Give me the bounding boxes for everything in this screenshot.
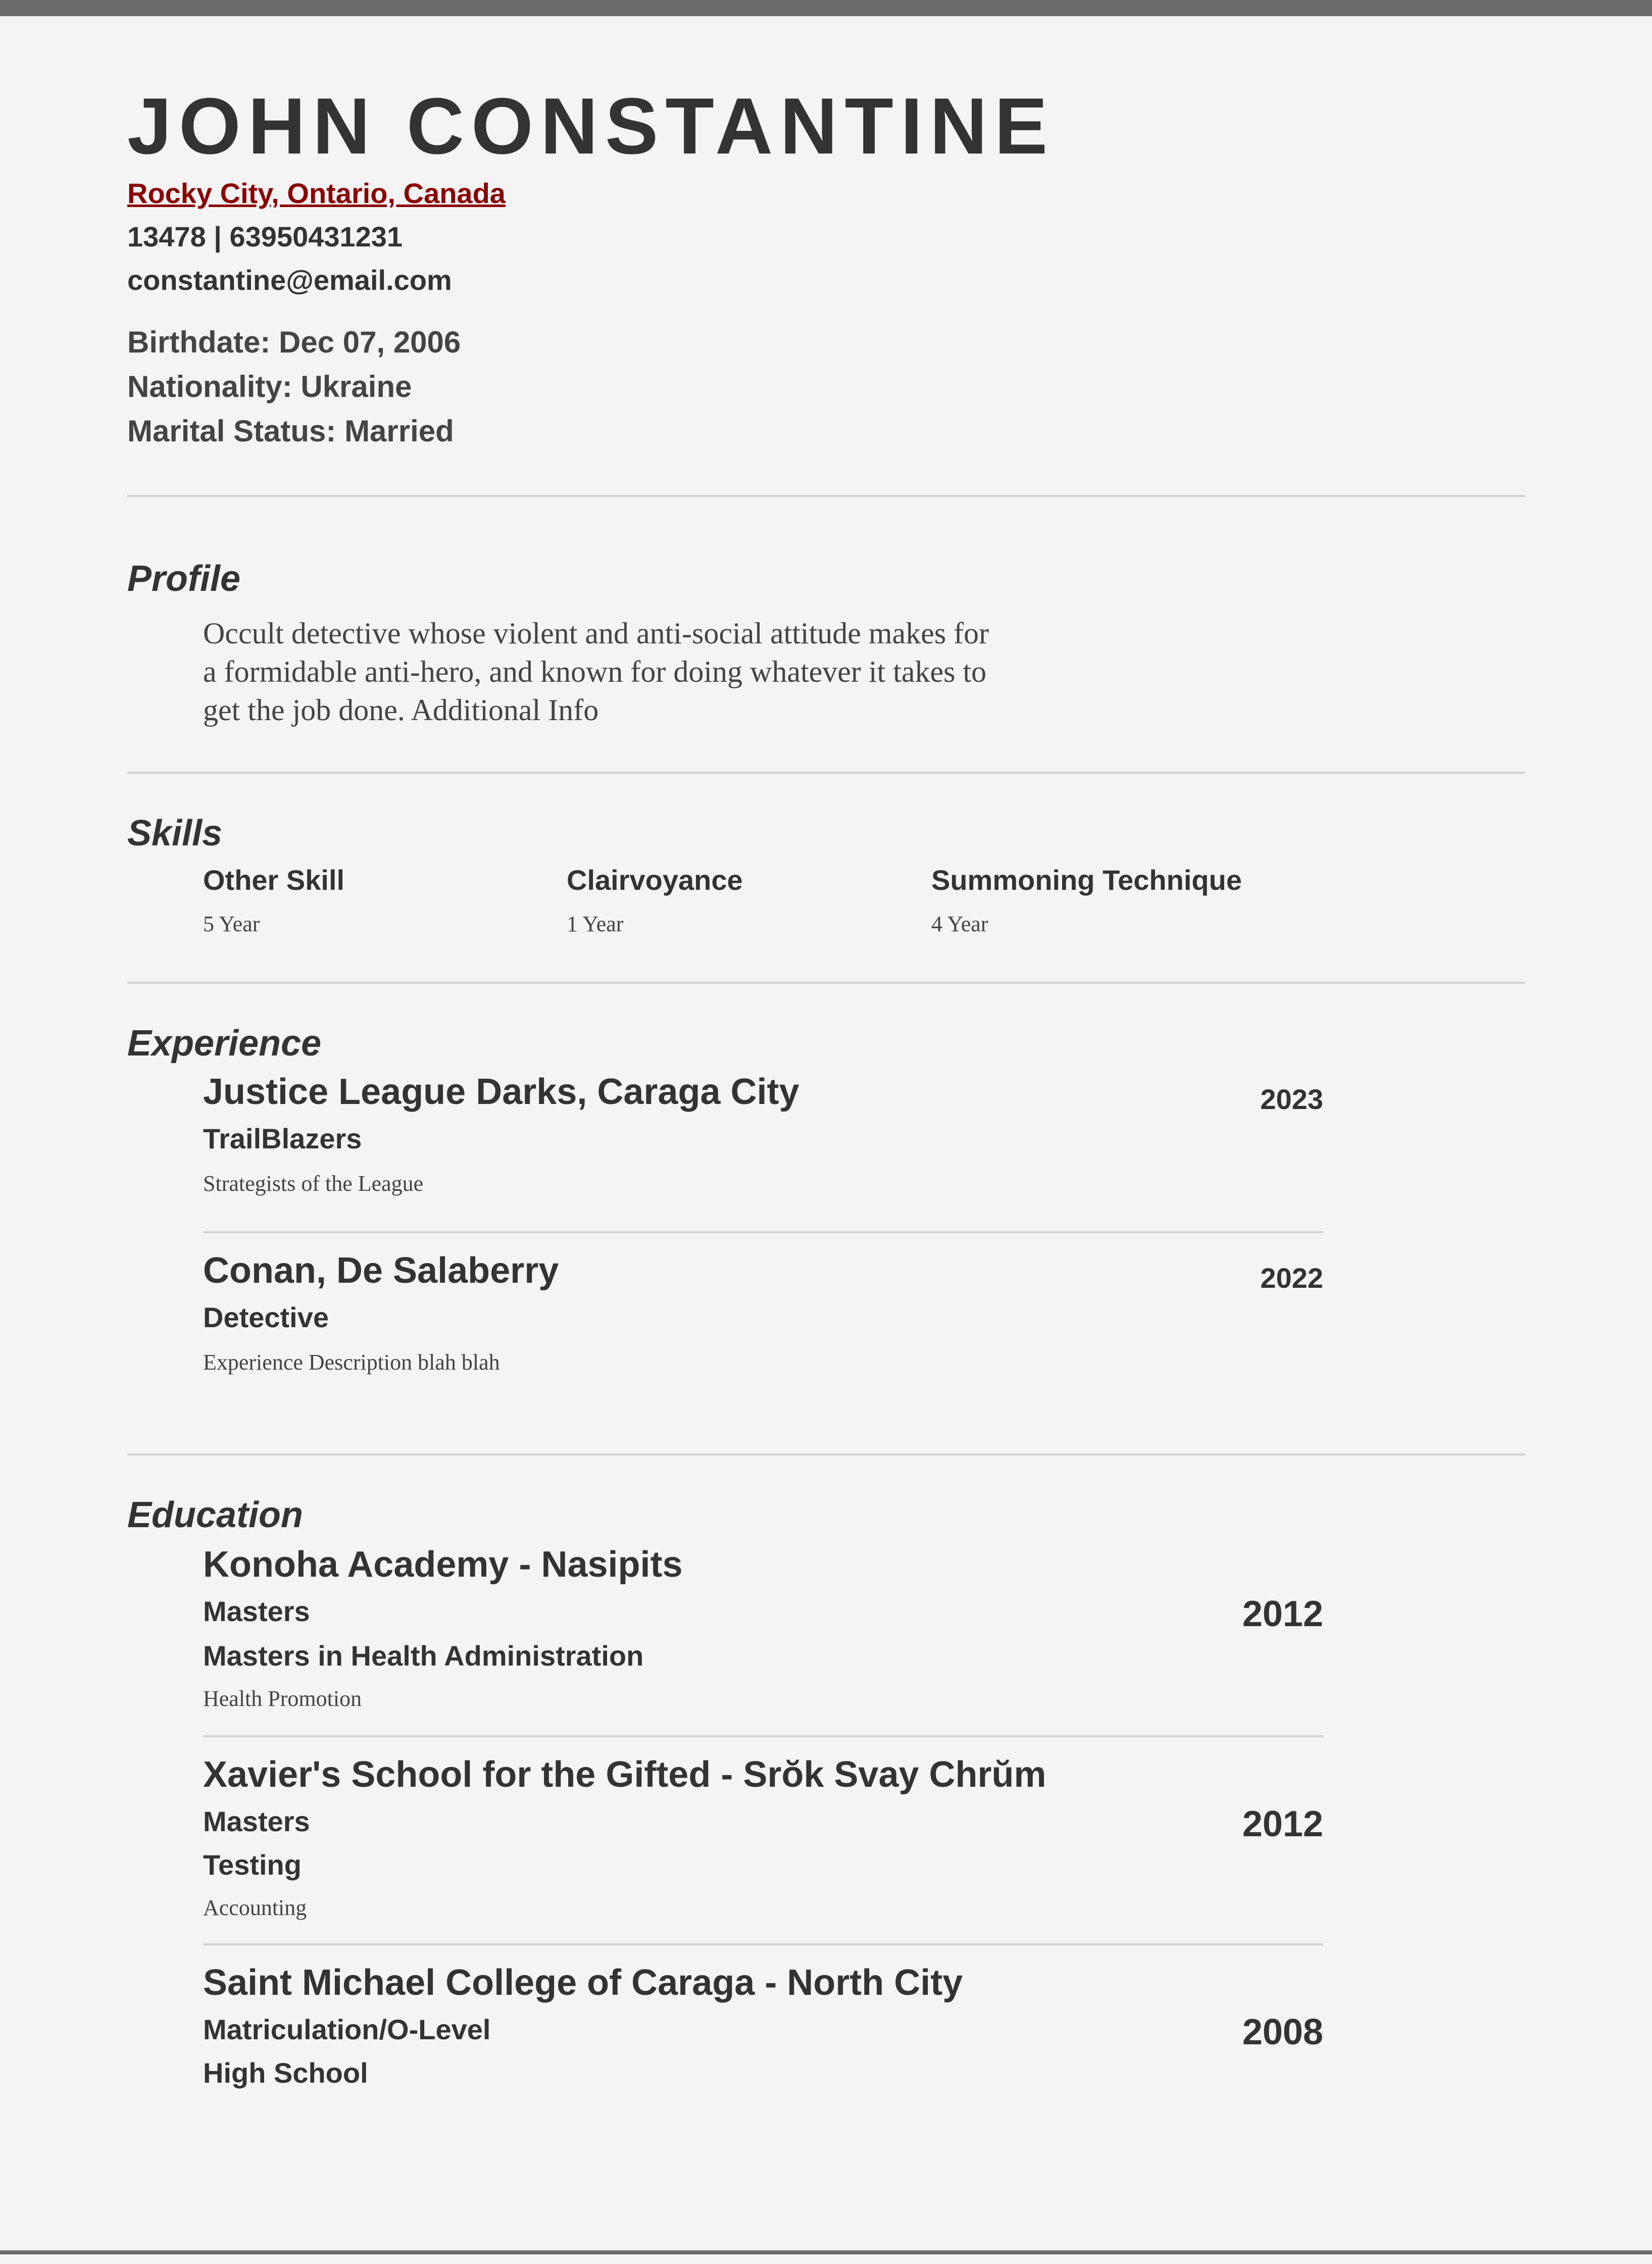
education-year: 2008 — [1242, 2012, 1323, 2052]
education-year: 2012 — [1242, 1594, 1323, 1634]
top-border — [0, 0, 1652, 16]
experience-description: Strategists of the League — [203, 1171, 424, 1196]
address-link[interactable]: Rocky City, Ontario, Canada — [127, 177, 506, 209]
profile-summary — [203, 614, 1163, 729]
education-school: Saint Michael College of Caraga - North City — [203, 1963, 963, 2003]
experience-heading: Experience — [127, 1023, 322, 1064]
education-degree: Matriculation/O-Level — [203, 2014, 491, 2045]
entry-divider — [203, 1231, 1323, 1233]
profile-line: Occult detective whose violent and anti-social attitude makes for — [203, 617, 989, 650]
profile-heading: Profile — [127, 559, 241, 599]
skill-name: Other Skill — [203, 864, 345, 896]
email-address: constantine@email.com — [127, 264, 452, 296]
profile-line: a formidable anti-hero, and known for doing whatever it takes to — [203, 655, 987, 688]
entry-divider — [203, 1735, 1323, 1737]
education-heading: Education — [127, 1495, 304, 1535]
birthdate: Birthdate: Dec 07, 2006 — [127, 325, 461, 359]
skills-heading: Skills — [127, 813, 223, 853]
education-school: Xavier's School for the Gifted - Srŏk Svay Chrŭm — [203, 1754, 1046, 1795]
experience-company: Justice League Darks, Caraga City — [203, 1072, 799, 1112]
section-divider — [127, 982, 1525, 984]
skill-years: 5 Year — [203, 912, 260, 936]
nationality: Nationality: Ukraine — [127, 370, 412, 404]
education-field: Testing — [203, 1849, 302, 1881]
skill-years: 1 Year — [567, 912, 624, 936]
candidate-name: JOHN CONSTANTINE — [127, 82, 1055, 171]
experience-year: 2022 — [1260, 1262, 1323, 1294]
section-divider — [127, 495, 1525, 497]
education-note: Health Promotion — [203, 1686, 362, 1711]
education-year: 2012 — [1242, 1804, 1323, 1844]
education-field: Masters in Health Administration — [203, 1640, 644, 1672]
phone-number: 13478 | 63950431231 — [127, 221, 403, 253]
education-degree: Masters — [203, 1595, 310, 1627]
entry-divider — [203, 1943, 1323, 1945]
education-field: High School — [203, 2057, 368, 2089]
section-divider — [127, 1453, 1525, 1455]
bottom-border — [0, 2250, 1652, 2254]
skill-years: 4 Year — [931, 912, 988, 936]
skill-name: Clairvoyance — [567, 864, 743, 896]
education-degree: Masters — [203, 1805, 310, 1837]
experience-year: 2023 — [1260, 1083, 1323, 1115]
skill-name: Summoning Technique — [931, 864, 1242, 896]
section-divider — [127, 772, 1525, 774]
marital-status: Marital Status: Married — [127, 414, 454, 448]
education-school: Konoha Academy - Nasipits — [203, 1544, 683, 1585]
education-note: Accounting — [203, 1895, 307, 1920]
experience-role: Detective — [203, 1301, 329, 1333]
profile-line: get the job done. Additional Info — [203, 693, 599, 727]
experience-role: TrailBlazers — [203, 1123, 362, 1154]
experience-description: Experience Description blah blah — [203, 1350, 500, 1375]
experience-company: Conan, De Salaberry — [203, 1250, 559, 1291]
